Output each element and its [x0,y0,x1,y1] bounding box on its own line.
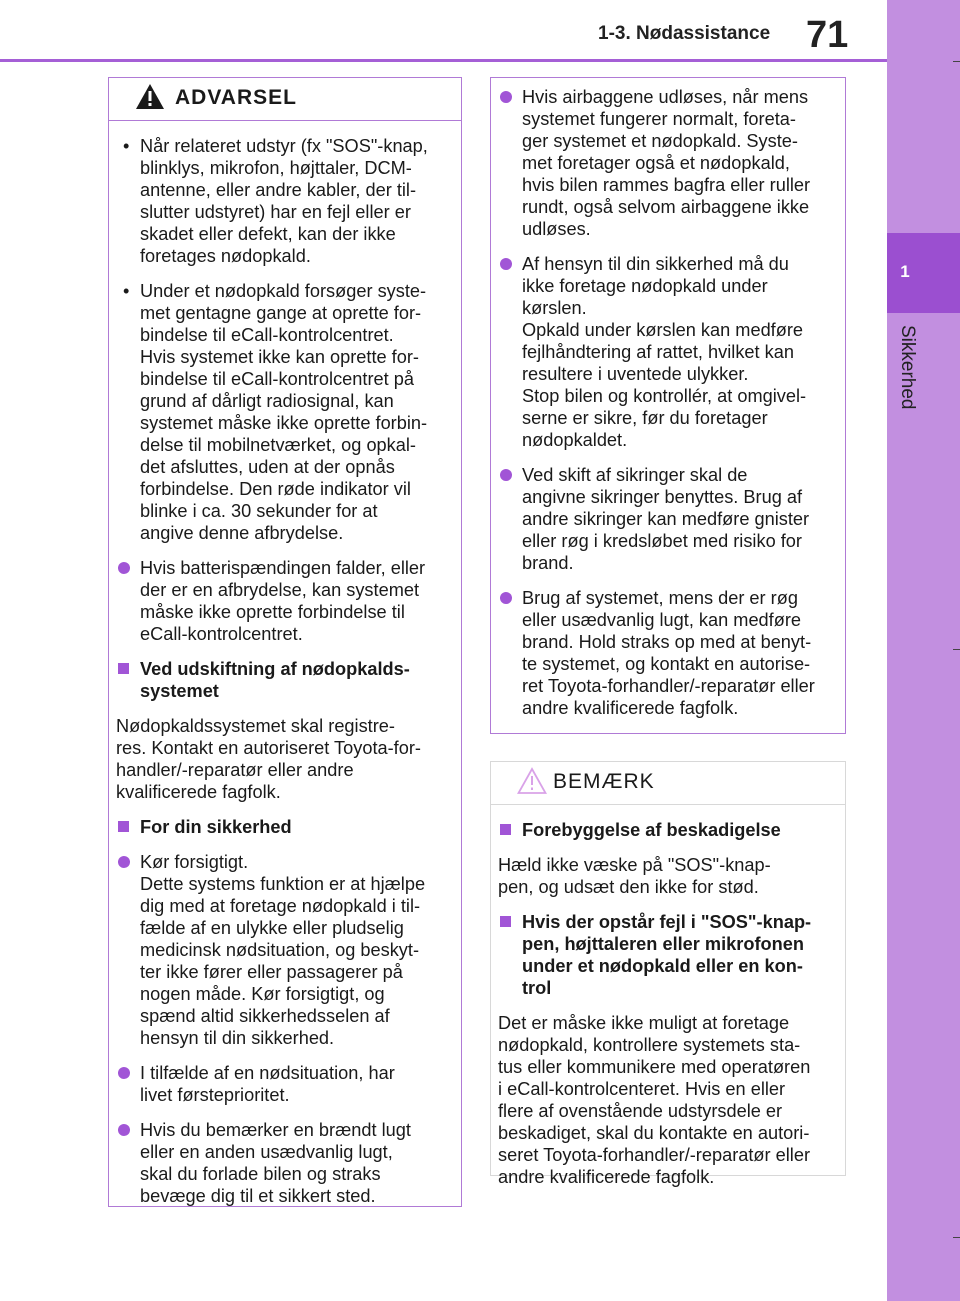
round-bullet-icon [500,592,512,604]
note-header [491,762,845,805]
subheading [116,816,447,838]
note-body [491,805,845,1196]
list-item [498,587,831,719]
round-bullet-icon [118,856,130,868]
round-bullet-icon [118,1067,130,1079]
square-bullet-icon [118,663,129,674]
warning-label: ADVARSEL [175,86,297,109]
warning-continued-body [491,86,845,727]
warning-triangle-icon [135,83,165,111]
subheading [498,911,831,999]
chapter-number: 1 [900,262,910,281]
list-item [498,253,831,451]
subheading [116,658,447,702]
item-text: Ved udskiftning af nødopkalds- systemet [140,659,410,701]
round-bullet-icon [500,469,512,481]
item-text: Under et nødopkald forsøger syste- met gentagne gange at oprette for- bindelse til eCall-kontrolcentret. Hvis systemet ikke kan oprette for- bindelse til eCall-kontrolcentret på grund af dårligt radiosignal, kan systemet måske ikke oprette forbin- delse til mobilnetværket, og opkal- det afsluttes, uden at der opnås forbindelse. Den røde indikator vil blinke i ca. 30 sekunder for at angive denne afbrydelse. [140,281,428,543]
round-bullet-icon [118,562,130,574]
margin-tick [953,1237,960,1238]
note-box [490,761,846,1187]
caution-outline-icon [517,767,547,795]
square-bullet-icon [500,916,511,927]
bullet-icon: • [123,136,130,156]
item-text: Brug af systemet, mens der er røg eller usædvanlig lugt, kan medføre brand. Hold straks op med at benyt- te systemet, og kontakt en autorise- ret Toyota-forhandler/-reparatør eller andre kvalificerede fagfolk. [522,588,815,718]
list-item [116,135,447,267]
item-text: Kør forsigtigt. Dette systems funktion er at hjælpe dig med at foretage nødopkald i til- fælde af en ulykke eller pludselig medicinsk nødsituation, og beskyt- ter ikke fører eller passagerer på nogen måde. Kør forsigtigt, og spænd altid sikkerhedsselen af hensyn til din sikkerhed. [140,852,426,1048]
chapter-title [892,325,920,425]
round-bullet-icon [500,91,512,103]
item-text: I tilfælde af en nødsituation, har livet førsteprioritet. [140,1063,395,1105]
note-label: BEMÆRK [553,770,655,793]
body-paragraph: Det er måske ikke muligt at foretage nødopkald, kontrollere systemets sta- tus eller kommunikere med operatøren i eCall-kontrolcenteret. Hvis en eller flere af ovenstående udstyrsdele er beskadiget, skal du kontakte en autori- seret Toyota-forhandler/-reparatør eller andre kvalificerede fagfolk. [498,1013,811,1187]
warning-body [109,121,461,1215]
item-text: Hvis batterispændingen falder, eller der er en afbrydelse, kan systemet måske ikke oprette forbindelse til eCall-kontrolcentret. [140,558,426,644]
item-text: For din sikkerhed [140,817,292,837]
round-bullet-icon [118,1124,130,1136]
square-bullet-icon [118,821,129,832]
item-text: Af hensyn til din sikkerhed må du ikke foretage nødopkald under kørslen. Opkald under kørslen kan medføre fejlhåndtering af rattet, hvilket kan resultere i uventede ulykker. Stop bilen og kontrollér, at omgivel- serne er sikre, før du foretager nødopkaldet. [522,254,807,450]
subheading [498,819,831,841]
list-item [116,280,447,544]
margin-tick [953,61,960,62]
list-item [116,1119,447,1207]
header-divider [0,59,887,62]
list-item [498,86,831,240]
margin-tick [953,649,960,650]
page-number: 71 [806,14,849,56]
bullet-icon: • [123,281,130,301]
warning-header [109,78,461,121]
body-paragraph: Hæld ikke væske på "SOS"-knap- pen, og udsæt den ikke for stød. [498,855,771,897]
square-bullet-icon [500,824,511,835]
list-item [116,557,447,645]
warning-continued-box [490,77,846,734]
chapter-sidebar [887,0,960,1301]
warning-box [108,77,462,1207]
list-item [498,464,831,574]
body-paragraph: Nødopkaldssystemet skal registre- res. Kontakt en autoriseret Toyota-for- handler/-reparatør eller andre kvalificerede fagfolk. [116,716,421,802]
item-text: Forebyggelse af beskadigelse [522,820,781,840]
list-item [116,851,447,1049]
section-title: 1-3. Nødassistance [598,23,771,44]
item-text: Når relateret udstyr (fx "SOS"-knap, blinklys, mikrofon, højttaler, DCM- antenne, eller andre kabler, der til- slutter udstyret) har en fejl eller er skadet eller defekt, kan der ikke foretages nødopkald. [140,136,428,266]
chapter-title-text: Sikkerhed [897,325,918,410]
item-text: Ved skift af sikringer skal de angivne sikringer benyttes. Brug af andre sikringer kan medføre gnister eller røg i kredsløbet med risiko for brand. [522,465,810,573]
item-text: Hvis airbaggene udløses, når mens systemet fungerer normalt, foreta- ger systemet et nødopkald. Syste- met foretager også et nødopkald, hvis bilen rammes bagfra eller ruller rundt, også selvom airbaggene ikke udløses. [522,87,811,239]
item-text: Hvis du bemærker en brændt lugt eller en anden usædvanlig lugt, skal du forlade bilen og straks bevæge dig til et sikkert sted. [140,1120,411,1206]
item-text: Hvis der opstår fejl i "SOS"-knap- pen, højttaleren eller mikrofonen under et nødopkald eller en kon- trol [522,912,812,998]
round-bullet-icon [500,258,512,270]
list-item [116,1062,447,1106]
